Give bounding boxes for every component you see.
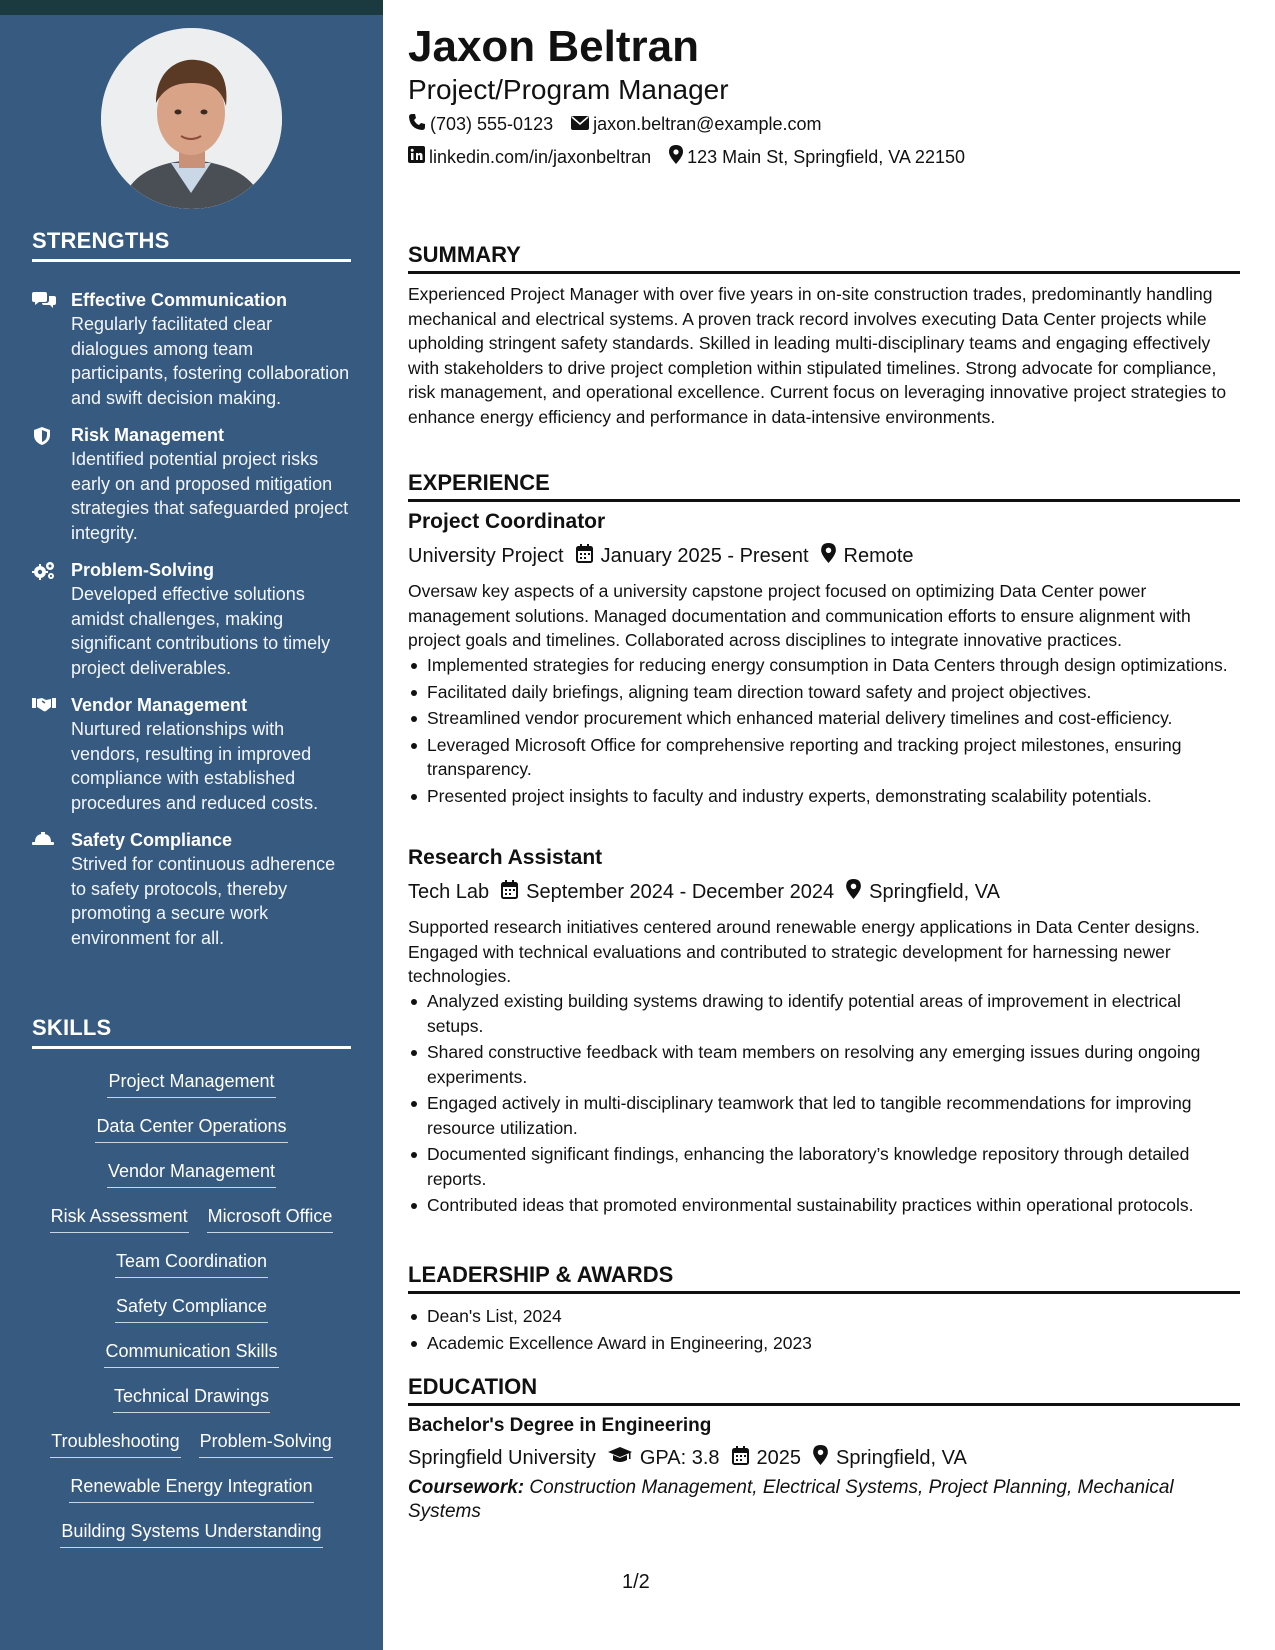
leadership-heading: LEADERSHIP & AWARDS bbox=[408, 1262, 1240, 1294]
linkedin-link[interactable]: linkedin.com/in/jaxonbeltran bbox=[429, 146, 652, 167]
skill-tag: Technical Drawings bbox=[113, 1383, 270, 1413]
strength-title: Vendor Management bbox=[71, 695, 248, 715]
phone-icon bbox=[408, 113, 426, 136]
list-item: Implemented strategies for reducing energy consumption in Data Centers through design optimizations. bbox=[408, 653, 1240, 678]
skills-list bbox=[32, 1068, 351, 1563]
job-dates: January 2025 - Present bbox=[600, 544, 809, 567]
job-organization: Tech Lab bbox=[408, 880, 490, 903]
list-item: Streamlined vendor procurement which enhanced material delivery timelines and cost-efficiency. bbox=[408, 706, 1240, 731]
job-dates: September 2024 - December 2024 bbox=[526, 880, 835, 903]
profile-photo bbox=[101, 28, 282, 209]
job-organization: University Project bbox=[408, 544, 564, 567]
shield-icon bbox=[32, 423, 71, 545]
job-title: Research Assistant bbox=[408, 846, 603, 869]
skill-tag: Building Systems Understanding bbox=[60, 1518, 322, 1548]
education-location: Springfield, VA bbox=[836, 1446, 967, 1469]
coursework-label: Coursework: bbox=[408, 1477, 525, 1498]
hard-hat-icon bbox=[32, 828, 71, 950]
calendar-icon bbox=[576, 544, 593, 569]
list-item: Engaged actively in multi-disciplinary teamwork that led to tangible recommendations for improving resource utilization. bbox=[408, 1091, 1240, 1140]
strength-title: Risk Management bbox=[71, 425, 225, 445]
comments-icon bbox=[32, 288, 71, 410]
phone-link[interactable]: (703) 555-0123 bbox=[430, 114, 554, 134]
strength-description: Nurtured relationships with vendors, resulting in improved compliance with established procedures and reduced costs. bbox=[71, 719, 319, 813]
candidate-title: Project/Program Manager bbox=[408, 74, 729, 105]
calendar-icon bbox=[501, 880, 518, 905]
calendar-icon bbox=[732, 1446, 749, 1471]
list-item: Facilitated daily briefings, aligning team direction toward safety and project objectives. bbox=[408, 680, 1240, 705]
strength-title: Effective Communication bbox=[71, 290, 288, 310]
map-pin-icon bbox=[821, 543, 836, 569]
list-item: Leveraged Microsoft Office for comprehensive reporting and tracking project milestones, ensuring transparency. bbox=[408, 733, 1240, 782]
skill-tag: Safety Compliance bbox=[115, 1293, 268, 1323]
linkedin-icon bbox=[408, 146, 425, 168]
job-description: Oversaw key aspects of a university capstone project focused on optimizing Data Center power management solutions. Managed documentation and communication efforts to ensure alignment with project goals and timelines. Collaborated across disciplines to integrate innovative practices. bbox=[408, 581, 1191, 650]
email-link[interactable]: jaxon.beltran@example.com bbox=[593, 114, 822, 134]
education-year: 2025 bbox=[756, 1446, 802, 1469]
strength-description: Strived for continuous adherence to safety protocols, thereby promoting a secure work environment for all. bbox=[71, 854, 336, 948]
awards-list bbox=[408, 1304, 1240, 1357]
summary-text: Experienced Project Manager with over five years in on-site construction trades, predominantly handling mechanical and electrical systems. A proven track record involves executing Data Center projects while upholding stringent safety standards. Skilled in leading multi-disciplinary teams and engaging effectively with stakeholders to drive project completion within stipulated timelines. Strong advocate for compliance, risk management, and operational excellence. Current focus on leveraging innovative project strategies to enhance energy efficiency and performance in data-intensive environments. bbox=[408, 284, 1227, 427]
list-item: Presented project insights to faculty and industry experts, demonstrating scalability potentials. bbox=[408, 784, 1240, 809]
strength-description: Regularly facilitated clear dialogues among team participants, fostering collaboration and swift decision making. bbox=[71, 314, 350, 408]
list-item: Documented significant findings, enhancing the laboratory’s knowledge repository through detailed reports. bbox=[408, 1142, 1240, 1191]
skill-tag: Data Center Operations bbox=[95, 1113, 287, 1143]
strength-item bbox=[32, 423, 354, 545]
education-degree: Bachelor's Degree in Engineering bbox=[408, 1415, 712, 1436]
education-meta bbox=[408, 1445, 967, 1471]
education-school: Springfield University bbox=[408, 1446, 596, 1469]
skill-tag: Troubleshooting bbox=[50, 1428, 180, 1458]
experience-heading: EXPERIENCE bbox=[408, 470, 1240, 502]
strength-description: Identified potential project risks early on and proposed mitigation strategies that safeguarded project integrity. bbox=[71, 449, 349, 543]
education-heading: EDUCATION bbox=[408, 1374, 1240, 1406]
strength-item bbox=[32, 288, 354, 410]
skill-tag: Microsoft Office bbox=[207, 1203, 334, 1233]
strength-description: Developed effective solutions amidst challenges, making significant contributions to timely project deliverables. bbox=[71, 584, 331, 678]
job-title: Project Coordinator bbox=[408, 510, 606, 533]
strength-title: Safety Compliance bbox=[71, 830, 233, 850]
job-meta bbox=[408, 543, 914, 569]
map-pin-icon bbox=[813, 1445, 828, 1471]
map-pin-icon bbox=[846, 879, 861, 905]
coursework-text: Construction Management, Electrical Systems, Project Planning, Mechanical Systems bbox=[408, 1477, 1174, 1522]
job-description: Supported research initiatives centered around renewable energy applications in Data Center designs. Engaged with technical evaluations and contributed to strategic development for harnessing newer technologies. bbox=[408, 917, 1200, 986]
strength-item bbox=[32, 693, 354, 815]
sidebar-top-band bbox=[0, 0, 383, 15]
skill-tag: Communication Skills bbox=[104, 1338, 278, 1368]
job-location: Remote bbox=[843, 544, 914, 567]
education-gpa: GPA: 3.8 bbox=[639, 1446, 720, 1469]
strength-title: Problem-Solving bbox=[71, 560, 215, 580]
handshake-icon bbox=[32, 693, 71, 815]
job-bullets bbox=[408, 989, 1240, 1220]
skill-tag: Risk Assessment bbox=[50, 1203, 189, 1233]
summary-heading: SUMMARY bbox=[408, 242, 1240, 274]
skills-heading: SKILLS bbox=[32, 1015, 351, 1049]
education-coursework bbox=[408, 1476, 1240, 1524]
list-item: Academic Excellence Award in Engineering, 2023 bbox=[408, 1331, 1240, 1356]
skill-tag: Project Management bbox=[107, 1068, 275, 1098]
page-number: 1/2 bbox=[622, 1571, 650, 1593]
strength-item bbox=[32, 828, 354, 950]
graduation-cap-icon bbox=[608, 1447, 632, 1470]
contact-row bbox=[408, 145, 965, 169]
address-text: 123 Main St, Springfield, VA 22150 bbox=[687, 146, 965, 167]
contact-row bbox=[408, 113, 821, 136]
map-pin-icon bbox=[669, 145, 683, 169]
gears-icon bbox=[32, 558, 71, 680]
sidebar bbox=[0, 15, 383, 1650]
list-item: Analyzed existing building systems drawing to identify potential areas of improvement in electrical setups. bbox=[408, 989, 1240, 1038]
list-item: Shared constructive feedback with team members on resolving any emerging issues during ongoing experiments. bbox=[408, 1040, 1240, 1089]
strengths-heading: STRENGTHS bbox=[32, 228, 351, 262]
job-meta bbox=[408, 879, 1000, 905]
skill-tag: Vendor Management bbox=[107, 1158, 276, 1188]
job-bullets bbox=[408, 653, 1240, 810]
envelope-icon bbox=[571, 114, 589, 135]
strength-item bbox=[32, 558, 354, 680]
list-item: Dean's List, 2024 bbox=[408, 1304, 1240, 1329]
strengths-list bbox=[32, 288, 354, 963]
job-location: Springfield, VA bbox=[869, 880, 1000, 903]
candidate-name: Jaxon Beltran bbox=[408, 22, 699, 71]
list-item: Contributed ideas that promoted environmental sustainability practices within operational protocols. bbox=[408, 1193, 1240, 1218]
skill-tag: Problem-Solving bbox=[199, 1428, 333, 1458]
skill-tag: Team Coordination bbox=[115, 1248, 268, 1278]
skill-tag: Renewable Energy Integration bbox=[69, 1473, 313, 1503]
